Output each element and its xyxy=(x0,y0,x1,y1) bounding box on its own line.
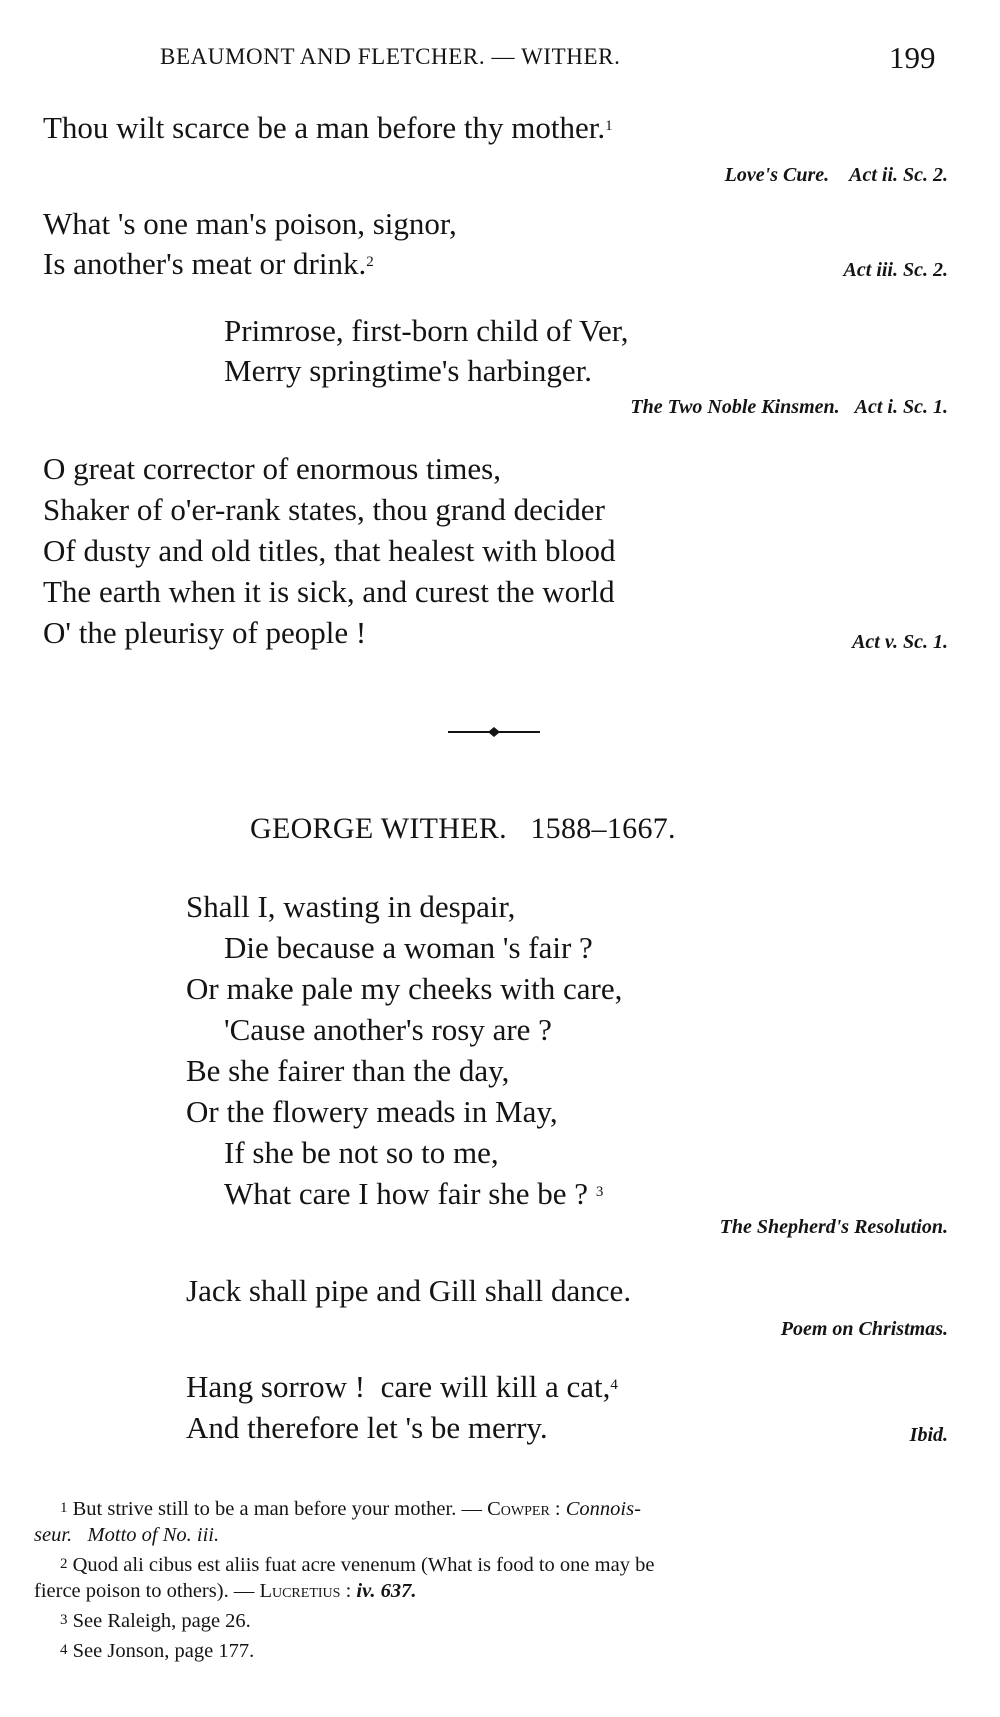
running-title: BEAUMONT AND FLETCHER. — WITHER. xyxy=(160,44,621,69)
footnote-ref: 4 xyxy=(610,1377,618,1393)
quote-line: Hang sorrow ! care will kill a cat,$^4$ xyxy=(186,1369,618,1404)
footnote-1-cont: seur. Motto of No. iii. xyxy=(34,1524,220,1546)
quote-source: Act iii. Sc. 2. xyxy=(843,259,948,281)
poem-line: Shall I, wasting in despair, xyxy=(186,889,516,924)
quote-source: Act v. Sc. 1. xyxy=(852,631,948,653)
section-heading: GEORGE WITHER. 1588–1667. xyxy=(250,812,676,845)
source-play: The Two Noble Kinsmen. xyxy=(630,396,840,418)
quote-line: Primrose, first-born child of Ver, xyxy=(224,313,629,348)
quote-line: Jack shall pipe and Gill shall dance. xyxy=(186,1273,632,1308)
footnote-2: $^2$ Quod ali cibus est aliis fuat acre venenum (What is food to one may be xyxy=(60,1554,655,1576)
quote-source: Poem on Christmas. xyxy=(780,1318,948,1340)
source-play: Love's Cure. xyxy=(724,164,830,186)
poem-line: Or the flowery meads in May, xyxy=(186,1094,558,1129)
poem-source: The Shepherd's Resolution. xyxy=(719,1216,948,1238)
footnote-ref: 3 xyxy=(595,1184,604,1200)
quote-line: Thou wilt scarce be a man before thy mother.$^1$ xyxy=(43,110,613,145)
poem-line: Or make pale my cheeks with care, xyxy=(186,971,623,1006)
quote-line: The earth when it is sick, and curest the world xyxy=(43,574,615,609)
quote-source: Ibid. xyxy=(909,1424,948,1446)
poem-line: 'Cause another's rosy are ? xyxy=(224,1012,552,1047)
quote-line: Of dusty and old titles, that healest with blood xyxy=(43,533,616,568)
footnote-2-cont: fierce poison to others). — Lucretius : iv. 637. xyxy=(34,1580,417,1602)
poem-line: Be she fairer than the day, xyxy=(186,1053,510,1088)
quote-line: O' the pleurisy of people ! xyxy=(43,615,367,650)
quote-line: Is another's meat or drink.$^2$ xyxy=(43,246,374,281)
quote-line: What 's one man's poison, signor, xyxy=(43,206,457,241)
quote-line: Merry springtime's harbinger. xyxy=(224,353,593,388)
quote-source xyxy=(725,164,948,187)
quote-line: And therefore let 's be merry. xyxy=(186,1410,548,1445)
poem-line: What care I how fair she be ? $^3$ xyxy=(224,1176,604,1211)
footnote-4: $^4$ See Jonson, page 177. xyxy=(60,1640,255,1662)
footnote-ref: 1 xyxy=(605,118,613,134)
source-act: Act ii. Sc. 2. xyxy=(849,164,948,186)
poem-line: If she be not so to me, xyxy=(224,1135,499,1170)
quote-line: Shaker of o'er-rank states, thou grand decider xyxy=(43,492,605,527)
footnote-3: $^3$ See Raleigh, page 26. xyxy=(60,1610,251,1632)
footnote-1: $^1$ But strive still to be a man before your mother. — Cowper : Connois- xyxy=(60,1498,641,1520)
quote-line: O great corrector of enormous times, xyxy=(43,451,501,486)
page-number: 199 xyxy=(889,40,936,75)
footnote-ref: 2 xyxy=(366,254,374,270)
ornament-divider xyxy=(448,727,540,737)
source-act: Act i. Sc. 1. xyxy=(854,396,948,418)
poem-line: Die because a woman 's fair ? xyxy=(224,930,593,965)
quote-source xyxy=(630,396,948,419)
